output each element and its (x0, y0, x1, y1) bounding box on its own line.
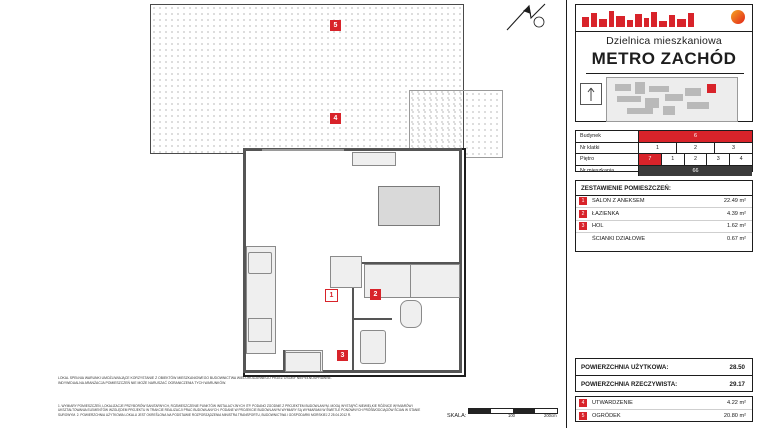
scale-label: SKALA: (447, 413, 467, 419)
extras-area-4: 4.22 m² (727, 400, 746, 406)
table (330, 256, 362, 288)
marker-3: 3 (337, 350, 348, 361)
room-row (576, 196, 752, 209)
room-area-3: 1.62 m² (727, 223, 746, 230)
room-name-partitions: ŚCIANKI DZIAŁOWE (592, 235, 646, 242)
room-marker-2: 2 (576, 210, 590, 218)
room-area-1: 22.49 m² (723, 198, 746, 205)
address-label-building: Budynek (580, 133, 601, 140)
wall-hall-divider (352, 318, 392, 320)
cooktop (248, 318, 272, 342)
staircase-3: 3 (714, 143, 752, 154)
room-area-partitions: 0.67 m² (727, 235, 746, 242)
note-legal: 1. WYMIARY POMIESZCZEŃ, LOKALIZACJE PRZYBORÓW SANITARNYCH, ROZMIESZCZENIE PUNKTÓW INSTALACYJNYCH ITP. PODANO ZGODNIE Z PROJEKTEM BUDOWLANYM. MOGĄ WYSTĄPIĆ NIEWIELKIE RÓŻNICE WYMIARÓW I UKSZTAŁTOWANIA ELEMENTÓW WZGLĘDEM PROJEKTU W TRAKCIE REALIZACJI PRAC BUDOWLANYCH. PODANE W PROJEKCIE BUDOWLANYM WYMIARY SĄ WYMIARAMI W ŚWIETLE PONOWNYCH PRÓŚB/ODCIĄGÓW ŚCIAN W STANIE SUROWYM. 2. POWIERZCHNIA UŻYTKOWA LOKALU JEST OKREŚLONA NA PODSTAWIE ROZPORZĄDZENIA MINISTRA TRANSPORTU, BUDOWNICTWA I GOSPODARKI MORSKIEJ Z 25.04.2012 R. (58, 404, 421, 417)
key-plan-north-icon (580, 83, 602, 105)
rooms-table (575, 180, 753, 252)
address-row-staircase (576, 143, 752, 155)
scale-tick-end: 200cm (544, 413, 557, 418)
extras-row-garden (576, 410, 752, 422)
wall-right (459, 148, 462, 373)
window-reveal (352, 152, 396, 166)
extras-area-5: 20.80 m² (723, 413, 746, 419)
extras-table (575, 396, 753, 422)
floor-2: 2 (684, 154, 707, 165)
room-name-3: HOL (592, 223, 604, 230)
summary-label-actual: POWIERZCHNIA RZECZYWISTA: (581, 380, 678, 388)
room-row (576, 233, 752, 245)
marker-5: 5 (330, 20, 341, 31)
floor-4: 4 (729, 154, 752, 165)
room-area-2: 4.39 m² (727, 210, 746, 217)
scale-bar (447, 404, 562, 422)
address-label-staircase: Nr klatki (580, 144, 600, 151)
floor-selected: 7 (638, 154, 661, 165)
garden-area (150, 4, 464, 154)
brand-line-2: METRO ZACHÓD (591, 49, 737, 68)
entry-mat (285, 352, 321, 372)
brand-dot-icon (731, 10, 745, 24)
address-label-floor: Piętro (580, 156, 595, 163)
note-accessibility: LOKAL SPEŁNIA WARUNKI UMOŻLIWIAJĄCE KORZYSTANIE Z OBIEKTÓW MIESZKANIOWEGO BUDOWNICTWA WIELORODZINNEGO PRZEZ OSOBY NIEPEŁNOSPRAWNE. INDYWIDUALNA ARANŻACJA POMIESZCZEŃ NIE MOŻE NARUSZAĆ OGRANICZENIA TYCH WARUNKÓW. (58, 376, 332, 385)
key-plan-highlight (707, 84, 716, 93)
north-arrow-icon (505, 2, 551, 32)
address-row-building (576, 131, 752, 143)
marker-1: 1 (325, 289, 338, 302)
address-label-apartment: Nr mieszkania (580, 167, 615, 174)
brand-block (575, 4, 753, 122)
window-band (262, 149, 344, 151)
shower (360, 330, 386, 364)
sink (248, 252, 272, 274)
brand-top (576, 5, 752, 32)
storage (410, 264, 460, 298)
extras-name-4: UTWARDZENIE (592, 400, 633, 406)
brand-divider (586, 73, 744, 74)
extras-marker-5: 5 (576, 412, 590, 420)
extras-marker-4: 4 (576, 399, 590, 407)
staircase-1: 1 (638, 143, 676, 154)
address-row-apartment (576, 166, 752, 177)
address-value-building: 6 (638, 131, 752, 142)
summary-value-actual: 29.17 (729, 380, 745, 388)
floor-3: 3 (706, 154, 729, 165)
sofa (378, 186, 440, 226)
key-plan-map (606, 77, 738, 122)
summary-row-usable (576, 359, 752, 376)
address-table (575, 130, 753, 172)
address-row-floor (576, 154, 752, 166)
extras-name-5: OGRÓDEK (592, 413, 621, 419)
room-marker-1: 1 (576, 197, 590, 205)
room-row (576, 208, 752, 221)
room-marker-3: 3 (576, 222, 590, 230)
marker-4: 4 (330, 113, 341, 124)
area-summary-table (575, 358, 753, 392)
floor-1: 1 (661, 154, 684, 165)
summary-row-actual (576, 376, 752, 392)
skyline-icon (582, 9, 702, 27)
apartment-number: 66 (638, 166, 752, 177)
info-panel (566, 0, 760, 428)
summary-value-usable: 28.50 (729, 363, 745, 371)
marker-2: 2 (370, 289, 381, 300)
rooms-table-title: ZESTAWIENIE POMIESZCZEŃ: (576, 181, 752, 196)
staircase-2: 2 (676, 143, 714, 154)
toilet (400, 300, 422, 328)
scale-tick-mid: 100 (508, 413, 515, 418)
key-plan (576, 75, 752, 122)
room-name-1: SALON Z ANEKSEM (592, 198, 645, 205)
extras-row-paving (576, 397, 752, 410)
summary-label-usable: POWIERZCHNIA UŻYTKOWA: (581, 363, 669, 371)
room-row (576, 221, 752, 234)
room-name-2: ŁAZIENKA (592, 210, 620, 217)
brand-line-1: Dzielnica mieszkaniowa (606, 35, 722, 47)
